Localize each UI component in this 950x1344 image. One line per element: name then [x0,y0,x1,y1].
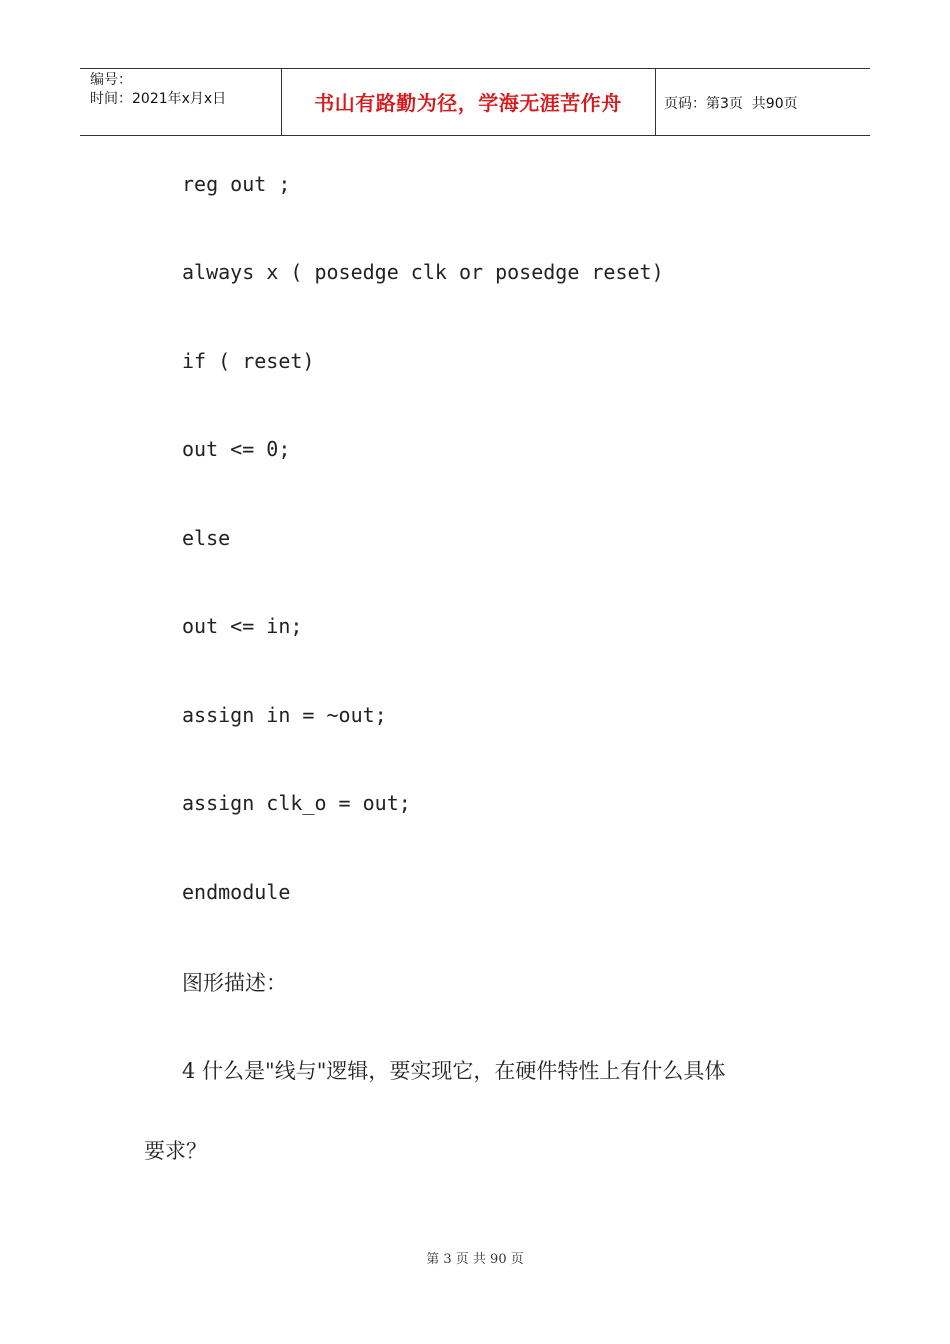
code-line: assign in = ~out; [182,703,387,727]
question-line-1: 4 什么是"线与"逻辑，要实现它，在硬件特性上有什么具体 [182,1059,726,1083]
header-number-label: 编号： [90,72,132,88]
figure-description-heading: 图形描述： [182,971,287,995]
code-line: always x ( posedge clk or posedge reset) [182,260,664,284]
code-line: endmodule [182,880,291,904]
header-meta [90,71,226,109]
code-line: assign clk_o = out; [182,791,411,815]
question-line-2: 要求？ [144,1139,207,1163]
header-divider-right [655,69,656,135]
code-line: out <= 0; [182,437,291,461]
page-header [80,68,870,136]
code-line: reg out ; [182,172,291,196]
header-page-info: 页码：第3页 共90页 [664,96,798,112]
code-line: else [182,526,231,550]
code-line: if ( reset) [182,349,315,373]
code-line: out <= in; [182,614,303,638]
page-footer: 第 3 页 共 90 页 [426,1252,524,1267]
header-time-label: 时间：2021年x月x日 [90,91,227,107]
header-motto: 书山有路勤为径，学海无涯苦作舟 [314,91,622,115]
